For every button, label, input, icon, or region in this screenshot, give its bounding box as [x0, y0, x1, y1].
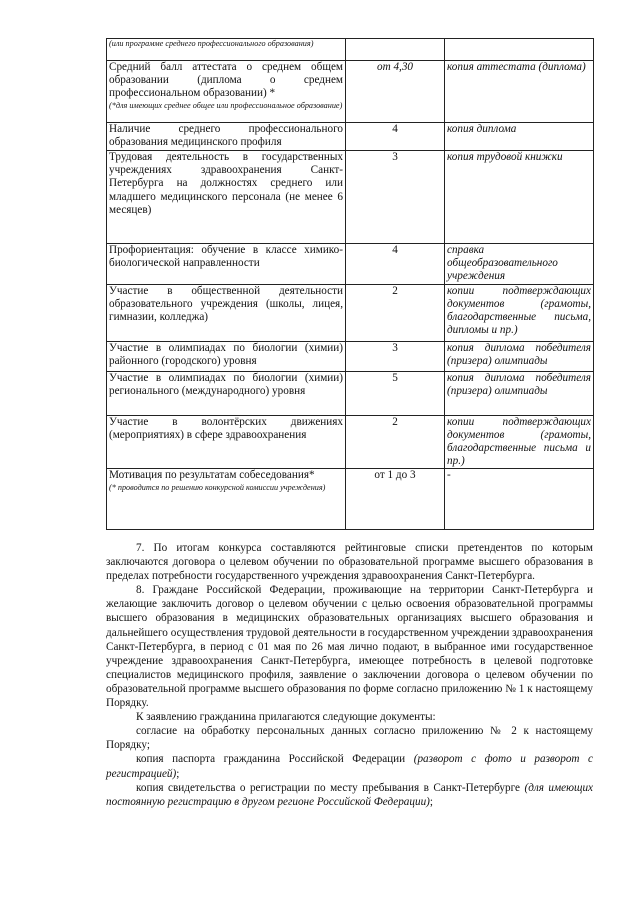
criterion-note: (* проводится по решению конкурсной комиссии учреждения)	[109, 482, 326, 492]
document-cell: копия аттестата (диплома)	[445, 61, 594, 123]
criterion-text: Профориентация: обучение в классе химико-биологической направленности	[109, 244, 343, 270]
criterion-cell	[107, 39, 346, 61]
points-cell: 3	[346, 341, 445, 371]
criterion-text: Наличие среднего профессионального образования медицинского профиля	[109, 123, 343, 149]
paragraph-certificate	[106, 781, 593, 809]
criterion-text: Трудовая деятельность в государственных учреждениях здравоохранения Санкт-Петербурга на должностях среднего или младшего медицинского персонала (не менее 6 месяцев)	[109, 151, 343, 216]
table-row	[107, 469, 594, 530]
document-cell: копия диплома победителя (призера) олимпиады	[445, 371, 594, 415]
certificate-note: (для имеющих постоянную регистрацию в другом регионе Российской Федерации)	[106, 781, 593, 808]
criterion-text: Мотивация по результатам собеседования*	[109, 469, 315, 482]
table-row	[107, 415, 594, 469]
criterion-cell	[107, 123, 346, 151]
table-row	[107, 371, 594, 415]
table-row	[107, 244, 594, 285]
document-cell: копии подтверждающих документов (грамоты, благодарственные письма и пр.)	[445, 415, 594, 469]
body-text	[106, 541, 593, 809]
table-row	[107, 284, 594, 341]
points-cell: 5	[346, 371, 445, 415]
criterion-cell	[107, 371, 346, 415]
criterion-cell	[107, 415, 346, 469]
criterion-cell	[107, 244, 346, 285]
table-row	[107, 341, 594, 371]
paragraph-8: 8. Граждане Российской Федерации, проживающие на территории Санкт-Петербурга и желающие заключить договор о целевом обучении с целью освоения образовательной программы высшего образования в медицинских образовательных организациях высшего образования и дальнейшего осуществления трудовой деятельности в государственном учреждении здравоохранения Санкт-Петербурга, в период с 01 мая по 26 мая лично подают, в выбранное ими государственное учреждение здравоохранения Санкт-Петербурга, имеющее потребность в целевой подготовке специалистов медицинского профиля, заявление о заключении договора о целевом обучении по образовательной программе высшего образования по форме согласно приложению № 1 к настоящему Порядку.	[106, 584, 593, 710]
points-cell: 4	[346, 244, 445, 285]
paragraph-consent: согласие на обработку персональных данных согласно приложению № 2 к настоящему Порядку;	[106, 725, 593, 752]
table-row	[107, 151, 594, 244]
points-cell: 2	[346, 284, 445, 341]
document-cell: копия диплома	[445, 123, 594, 151]
criterion-text: Участие в олимпиадах по биологии (химии) регионального (международного) уровня	[109, 371, 343, 397]
document-cell: копия трудовой книжки	[445, 151, 594, 244]
passport-text: копия паспорта гражданина Российской Федерации	[136, 753, 406, 766]
criterion-text: Участие в олимпиадах по биологии (химии) районного (городского) уровня	[109, 341, 343, 367]
passport-note: (разворот с фото и разворот с регистрацией)	[106, 753, 594, 780]
points-cell	[346, 39, 445, 61]
criterion-cell	[107, 469, 346, 530]
criterion-text: Средний балл аттестата о среднем общем образовании (диплома о среднем профессиональном образовании) *	[109, 61, 343, 100]
criterion-text: Участие в волонтёрских движениях (мероприятиях) в сфере здравоохранения	[109, 415, 343, 441]
points-cell: 2	[346, 415, 445, 469]
table-row	[107, 61, 594, 123]
criterion-note: (или программе среднего профессионального образования)	[109, 39, 314, 48]
points-cell: от 1 до 3	[346, 469, 445, 530]
table-row	[107, 39, 594, 61]
criterion-cell	[107, 284, 346, 341]
points-cell: от 4,30	[346, 61, 445, 123]
passport-end: ;	[176, 767, 180, 780]
paragraph-7: 7. По итогам конкурса составляются рейтинговые списки претендентов по которым заключаются договора о целевом обучении по образовательной программе высшего образования в пределах потребности государственного учреждения здравоохранения Санкт-Петербурга.	[106, 542, 593, 583]
document-cell: -	[445, 469, 594, 530]
criterion-note: (*для имеющих среднее общее или профессиональное образование)	[109, 100, 343, 110]
criteria-table	[106, 38, 594, 530]
points-cell: 3	[346, 151, 445, 244]
points-cell: 4	[346, 123, 445, 151]
criterion-cell	[107, 151, 346, 244]
criterion-cell	[107, 341, 346, 371]
document-cell: копия диплома победителя (призера) олимпиады	[445, 341, 594, 371]
paragraph-passport	[106, 752, 593, 780]
paragraph-attachments-intro: К заявлению гражданина прилагаются следующие документы:	[136, 711, 436, 724]
document-cell: справка общеобразовательного учреждения	[445, 244, 594, 285]
table-row	[107, 123, 594, 151]
certificate-end: ;	[429, 795, 434, 808]
criterion-cell	[107, 61, 346, 123]
certificate-text: копия свидетельства о регистрации по месту пребывания в Санкт-Петербурге	[136, 781, 521, 794]
document-cell: копии подтверждающих документов (грамоты, благодарственные письма, дипломы и пр.)	[445, 284, 594, 341]
document-cell	[445, 39, 594, 61]
criterion-text: Участие в общественной деятельности образовательного учреждения (школы, лицея, гимназии, колледжа)	[109, 284, 343, 324]
